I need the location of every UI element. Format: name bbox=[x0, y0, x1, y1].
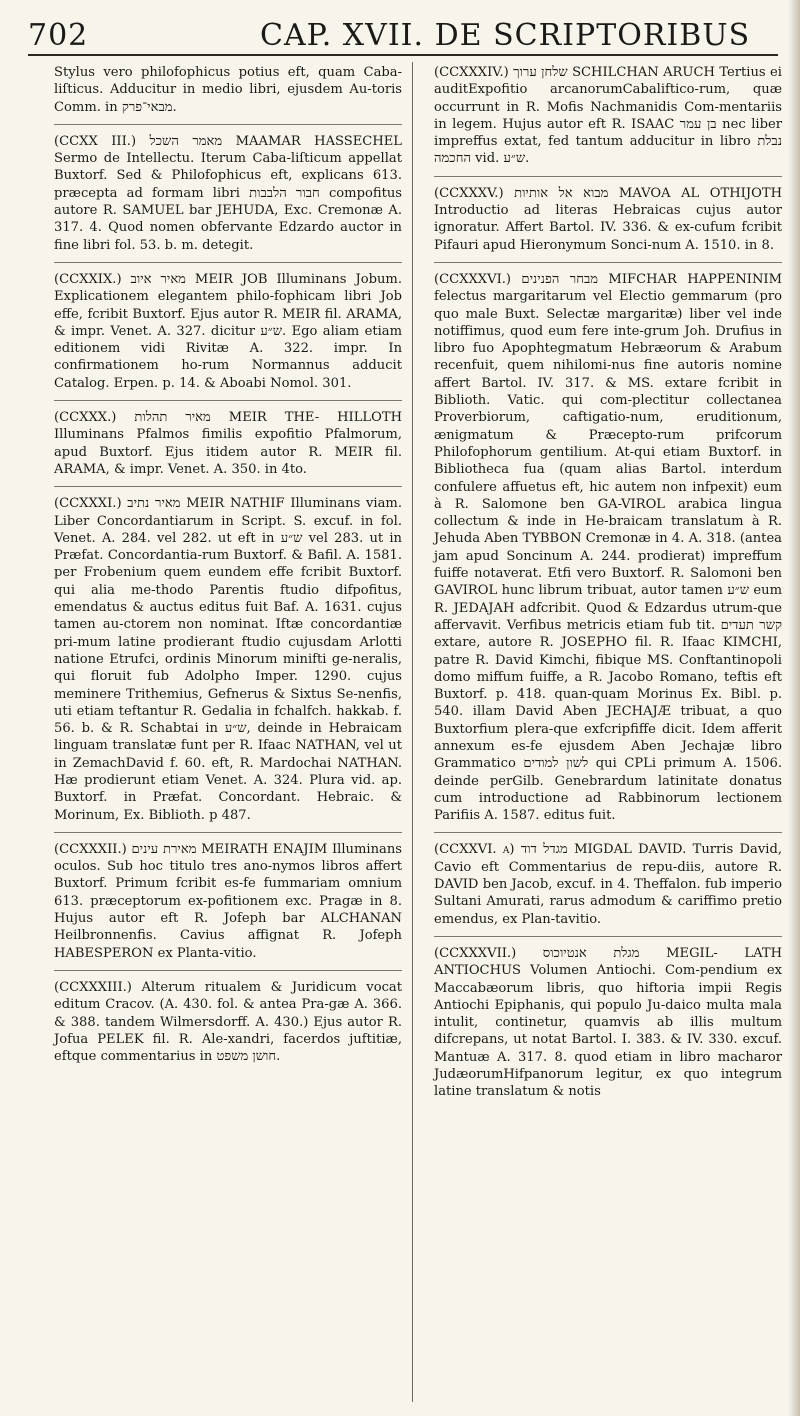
catalog-entry bbox=[54, 64, 402, 125]
right-column bbox=[434, 64, 782, 1109]
catalog-entry bbox=[54, 841, 402, 971]
catalog-entry bbox=[54, 409, 402, 487]
entry-heading: (CCXXVI. a) מגדל דוד MIGDAL DAVID. bbox=[434, 842, 687, 858]
entry-heading: (CCXXX.) מאיר תהלות MEIR THE- bbox=[54, 410, 320, 426]
entry-text: HASSECHEL Sermo de Intellectu. Iterum Caba-liſticum appellat Buxtorf. Sed & Philofophicus eft, explicans 613. præcepta ad formam libri חבור הלבבות compofitus autore R. SAMUEL bar JEHUDA, Exc. Cremonæ A. 317. 4. Quod nomen obfervante Edzardo auctor in fine libri fol. 53. b. m. detegit. bbox=[54, 133, 402, 253]
entry-heading: (CCXXXV.) מבוא אל אותיות MAVOA AL bbox=[434, 185, 700, 201]
page-edge-shadow bbox=[788, 0, 800, 1416]
catalog-entry bbox=[54, 495, 402, 833]
entry-heading: (CCXXIX.) מאיר איוב MEIR JOB bbox=[54, 271, 268, 287]
entry-text: Illuminans viam. Liber Concordantiarum in Script. S. excuf. in fol. Venet. A. 284. vel 282. ut eft in ש״ע vel 283. ut in Præfat. Concordantia-rum Buxtorf. & Bafil. A. 1581. per Frobenium quem eundem effe fcribit Buxtorf. qui alia me-thodo Parentis ftudio difpofitus, emendatus & auctus editus fuit Baf. A. 1631. cujus tamen au-ctorem non nominat. Iftæ concordantiæ pri-mum latine prodierant ftudio cujusdam Arlotti natione Etrufci, ordinis Minorum minifti ge-neralis, qui floruit fub Adolpho Imper. 1290. cujus meminere Trithemius, Gefnerus & Sixtus Se-nenfis, uti etiam teftantur R. Gedalia in fchalfch. hakkab. f. 56. b. & R. Schabtai in ש״ע, deinde in Hebraicam linguam translatæ funt per R. Ifaac NATHAN, vel ut in ZemachDavid f. 60. eft, R. Mardochai NATHAN. Hæ prodierunt etiam Venet. A. 324. Plura vid. ap. Buxtorf. in Præfat. Concordant. Hebraic. & Morinum, Ex. Biblioth. p 487. bbox=[54, 496, 403, 823]
entry-text: HILLOTH Illuminans Pfalmos fimilis expofitio Pfalmorum, apud Buxtorf. Ejus itidem autor R. MEIR fil. ARAMA, & impr. Venet. A. 350. in 4to. bbox=[54, 410, 403, 477]
entry-heading: (CCXXXVI.) מבחר הפנינים MIFCHAR bbox=[434, 271, 677, 287]
column-divider bbox=[412, 62, 413, 1402]
entry-text: Illuminans Jobum. Explicationem elegantem philo-fophicam libri Job effe, fcribit Buxtorf. Ejus autor R. MEIR fil. ARAMA, & impr. Venet. A. 327. dicitur ש״ע. Ego aliam etiam editionem vidi Rivitæ A. 322. impr. In confirmationem ho-rum Normannus adducit Catalog. Erpen. p. 14. & Aboabi Nomol. 301. bbox=[54, 271, 402, 391]
page-number: 702 bbox=[28, 18, 89, 53]
entry-text: LATH ANTIOCHUS Volumen Antiochi. Com-pendium ex Maccabæorum libris, quo hiftoria impii Regis Antiochi Epiphanis, qui populo Ju-daico multa mala intulit, continetur, quamvis ab illis multum difcrepans, ut notat Bartol. I. 383. & IV. 330. excuf. Mantuæ A. 317. 8. quod etiam in libro macharor JudæorumHifpanorum legitur, ex quo integrum latine translatum & notis bbox=[434, 945, 782, 1100]
entry-text: Stylus vero philofophicus potius eft, quam Caba-liſticus. Adducitur in medio libri, ejusdem Au-toris Comm. in מבאי־פרק. bbox=[54, 65, 402, 115]
entry-heading: (CCXXXI.) מאיר נתיב MEIR NATHIF bbox=[54, 496, 285, 512]
entry-text: Tertius ei auditExpofitio arcanorumCabaliftico-rum, quæ occurrunt in R. Mofis Nachmanidis Com-mentariis in legem. Hujus autor eft R. ISAAC בן עמר nec liber impreffus extat, fed tantum adducitur in libro נבלת החכמה vid. ש״ע. bbox=[434, 65, 782, 167]
entry-heading: (CCXXXVII.) מגלת אנטיוכוס MEGIL- bbox=[434, 945, 718, 961]
catalog-entry bbox=[434, 841, 782, 936]
catalog-entry bbox=[54, 271, 402, 401]
running-title: CAP. XVII. DE SCRIPTORIBUS bbox=[260, 18, 751, 53]
entry-text: (CCXXXIII.) Alterum ritualem & Juridicum vocat editum Cracov. (A. 430. fol. & antea Pra-gæ A. 366. & 388. tandem Wilmersdorff. A. 430.) Ejus autor R. Jofua PELEK fil. R. Ale-xandri, facerdos juftitiæ, eftque commentarius in חושן משפט. bbox=[54, 979, 402, 1065]
entry-text: OTHIJOTH Introductio ad literas Hebraicas cujus autor ignoratur. Affert Bartol. IV. 336. & ex-cufum fcribit Pifauri apud Hieronymum Sonci-num A. 1510. in 8. bbox=[434, 185, 782, 253]
entry-text: ENAJIM Illuminans oculos. Sub hoc titulo tres ano-nymos libros affert Buxtorf. Primum fcribit es-fe fummariam omnium 613. præceptorum ex-pofitionem exc. Pragæ in 8. Hujus autor eft R. Jofeph bar ALCHANAN Heilbronnenfis. Cavius affignat R. Jofeph HABESPERON ex Planta-vitio. bbox=[54, 841, 402, 961]
catalog-entry bbox=[434, 271, 782, 834]
entry-heading: (CCXX III.) מאמר השכל MAAMAR bbox=[54, 133, 301, 149]
catalog-entry bbox=[54, 133, 402, 263]
catalog-entry bbox=[54, 979, 402, 1065]
catalog-entry bbox=[434, 945, 782, 1101]
left-column bbox=[54, 64, 402, 1073]
catalog-entry bbox=[434, 64, 782, 177]
entry-heading: (CCXXXII.) מאירת עינים MEIRATH bbox=[54, 841, 269, 857]
catalog-entry bbox=[434, 185, 782, 263]
entry-text: HAPPENINIM felectus margaritarum vel Electio gemmarum (pro quo male Buxt. Selectæ margaritæ) liber vel inde notiffimus, quod eum fere inte-grum Joh. Drufius in libro fuo Apophtegmatum Hebræorum & Arabum recenfuit, quem nihilomi-nus fine autoris nomine affert Bartol. IV. 317. & MS. extare fcribit in Biblioth. Vatic. qui com-plectitur collectanea Proverbiorum, caftigatio-num, eruditionum, ænigmatum & Præcepto-rum prifcorum Philofophorum gentilium. At-qui etiam Buxtorf. in Bibliotheca fua (quam alias Bartol. interdum confulere affuetus eft, hic autem non infpexit) eum à R. Salomone ben GA-VIROL arabica lingua collectum & inde in He-braicam translatum à R. Jehuda Aben TYBBON Cremonæ in 4. A. 318. (antea jam apud Soncinum A. 244. prodierat) impreffum fuiffe notaverat. Etfi vero Buxtorf. R. Salomoni ben GAVIROL hunc librum tribuat, autor tamen ש״ע eum R. JEDAJAH adfcribit. Quod & Edzardus utrum-que affervavit. Verfibus metricis etiam fub tit. קשר תעדים extare, autore R. JOSEPHO fil. R. Ifaac KIMCHI, patre R. David Kimchi, fibique MS. Conftantinopoli domo miffum fuiffe, a R. Jacobo Romano, teftis eft Buxtorf. p. 418. quan-quam Morinus Ex. Bibl. p. 540. illam David Aben JECHAJÆ tribuat, a quo Buxtorfium plera-que exfcripfiffe dicit. Idem afferit annexum es-fe ejusdem Aben Jechajæ libro Grammatico לשון למודים qui CPLi primum A. 1506. deinde perGilb. Genebrardum latinitate donatus cum introductione ad Rabbinorum lectionem Parifiis A. 1587. editus fuit. bbox=[434, 271, 783, 824]
running-header bbox=[28, 10, 778, 56]
entry-heading: (CCXXXIV.) שלחן ערוך SCHILCHAN ARUCH bbox=[434, 65, 715, 80]
entry-text: Turris David, Cavio eft Commentarius de repu-diis, autore R. DAVID ben Jacob, excuf. in 4. Theffalon. fub imperio Sultani Amurati, rarus admodum & cariffimo pretio emendus, ex Plan-tavitio. bbox=[434, 842, 782, 927]
